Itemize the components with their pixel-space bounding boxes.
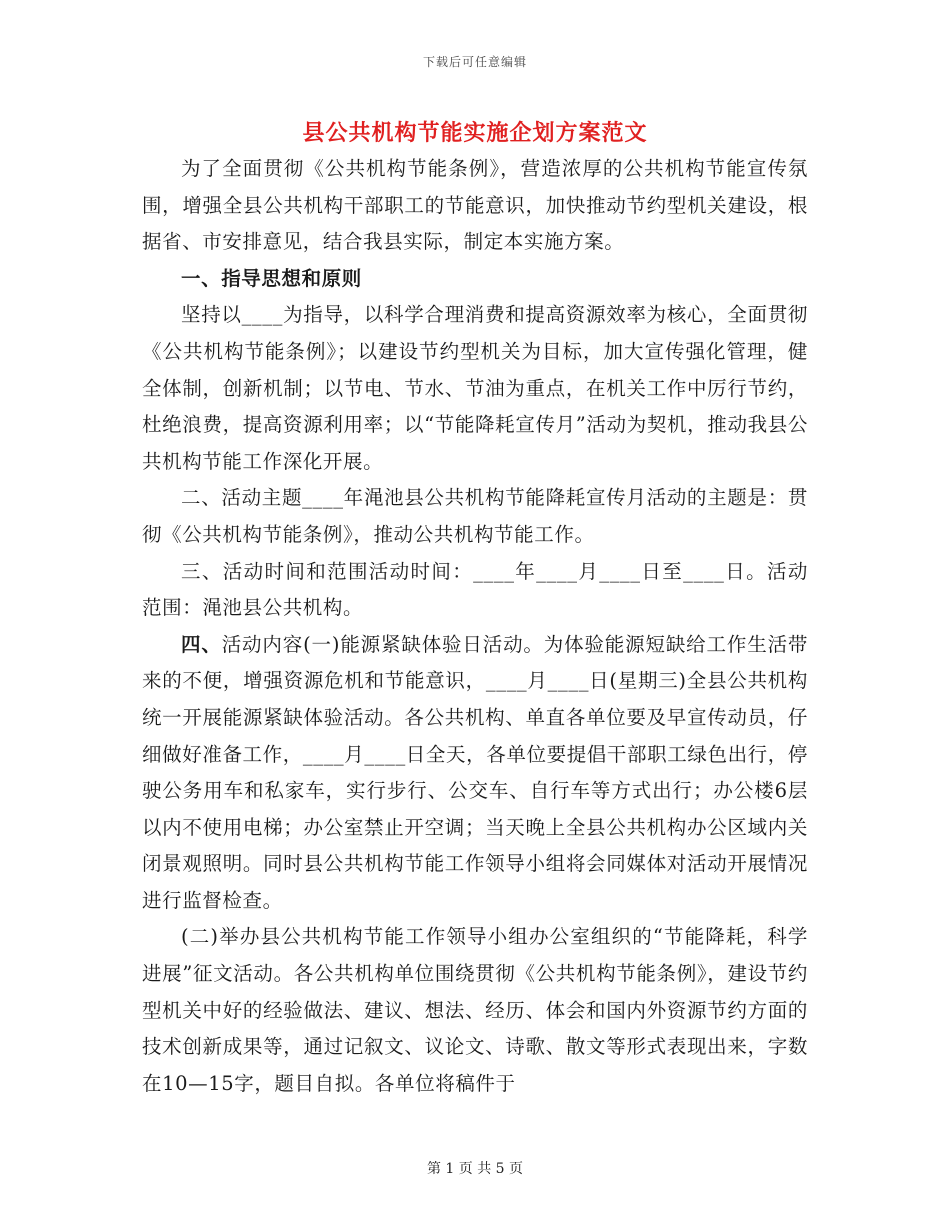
section-1-heading: 一、指导思想和原则 xyxy=(181,266,362,290)
page-footer: 第 1 页 共 5 页 xyxy=(426,1161,524,1177)
page-header: 下载后可任意编辑 xyxy=(422,55,527,69)
section-4-part-2-paragraph: (二)举办县公共机构节能工作领导小组办公室组织的“节能降耗，科学进展”征文活动。各公共机构单位围绕贯彻《公共机构节能条例》，建设节约型机关中好的经验做法、建议、想法、经历、体会和国内外资源节约方面的技术创新成果等，通过记叙文、议论文、诗歌、散文等形式表现出来，字数在10—15字，题目自拟。各单位将稿件于 xyxy=(142,925,808,1095)
document-body xyxy=(142,151,808,1102)
section-4-number: 四、 xyxy=(181,632,222,656)
section-1-paragraph: 坚持以____为指导，以科学合理消费和提高资源效率为核心，全面贯彻《公共机构节能条例》；以建设节约型机关为目标，加大宣传强化管理，健全体制，创新机制；以节电、节水、节油为重点，在机关工作中厉行节约，杜绝浪费，提高资源利用率；以“节能降耗宣传月”活动为契机，推动我县公共机构节能工作深化开展。 xyxy=(142,303,808,473)
section-3-paragraph: 三、活动时间和范围活动时间：____年____月____日至____日。活动范围：渑池县公共机构。 xyxy=(142,559,808,620)
document-title: 县公共机构节能实施企划方案范文 xyxy=(302,120,648,146)
intro-paragraph: 为了全面贯彻《公共机构节能条例》，营造浓厚的公共机构节能宣传氛围，增强全县公共机构干部职工的节能意识，加快推动节约型机关建设，根据省、市安排意见，结合我县实际，制定本实施方案。 xyxy=(142,157,808,254)
section-4-paragraph xyxy=(142,627,808,920)
section-2-paragraph: 二、活动主题____年渑池县公共机构节能降耗宣传月活动的主题是：贯彻《公共机构节能条例》，推动公共机构节能工作。 xyxy=(142,486,808,546)
section-4-text: 活动内容(一)能源紧缺体验日活动。为体验能源短缺给工作生活带来的不便，增强资源危机和节能意识，____月____日(星期三)全县公共机构统一开展能源紧缺体验活动。各公共机构、单直各单位要及早宣传动员，仔细做好准备工作，____月____日全天，各单位要提倡干部职工绿色出行，停驶公务用车和私家车，实行步行、公交车、自行车等方式出行；办公楼6层以内不使用电梯；办公室禁止开空调；当天晚上全县公共机构办公区域内关闭景观照明。同时县公共机构节能工作领导小组将会同媒体对活动开展情况进行监督检查。 xyxy=(142,632,809,912)
